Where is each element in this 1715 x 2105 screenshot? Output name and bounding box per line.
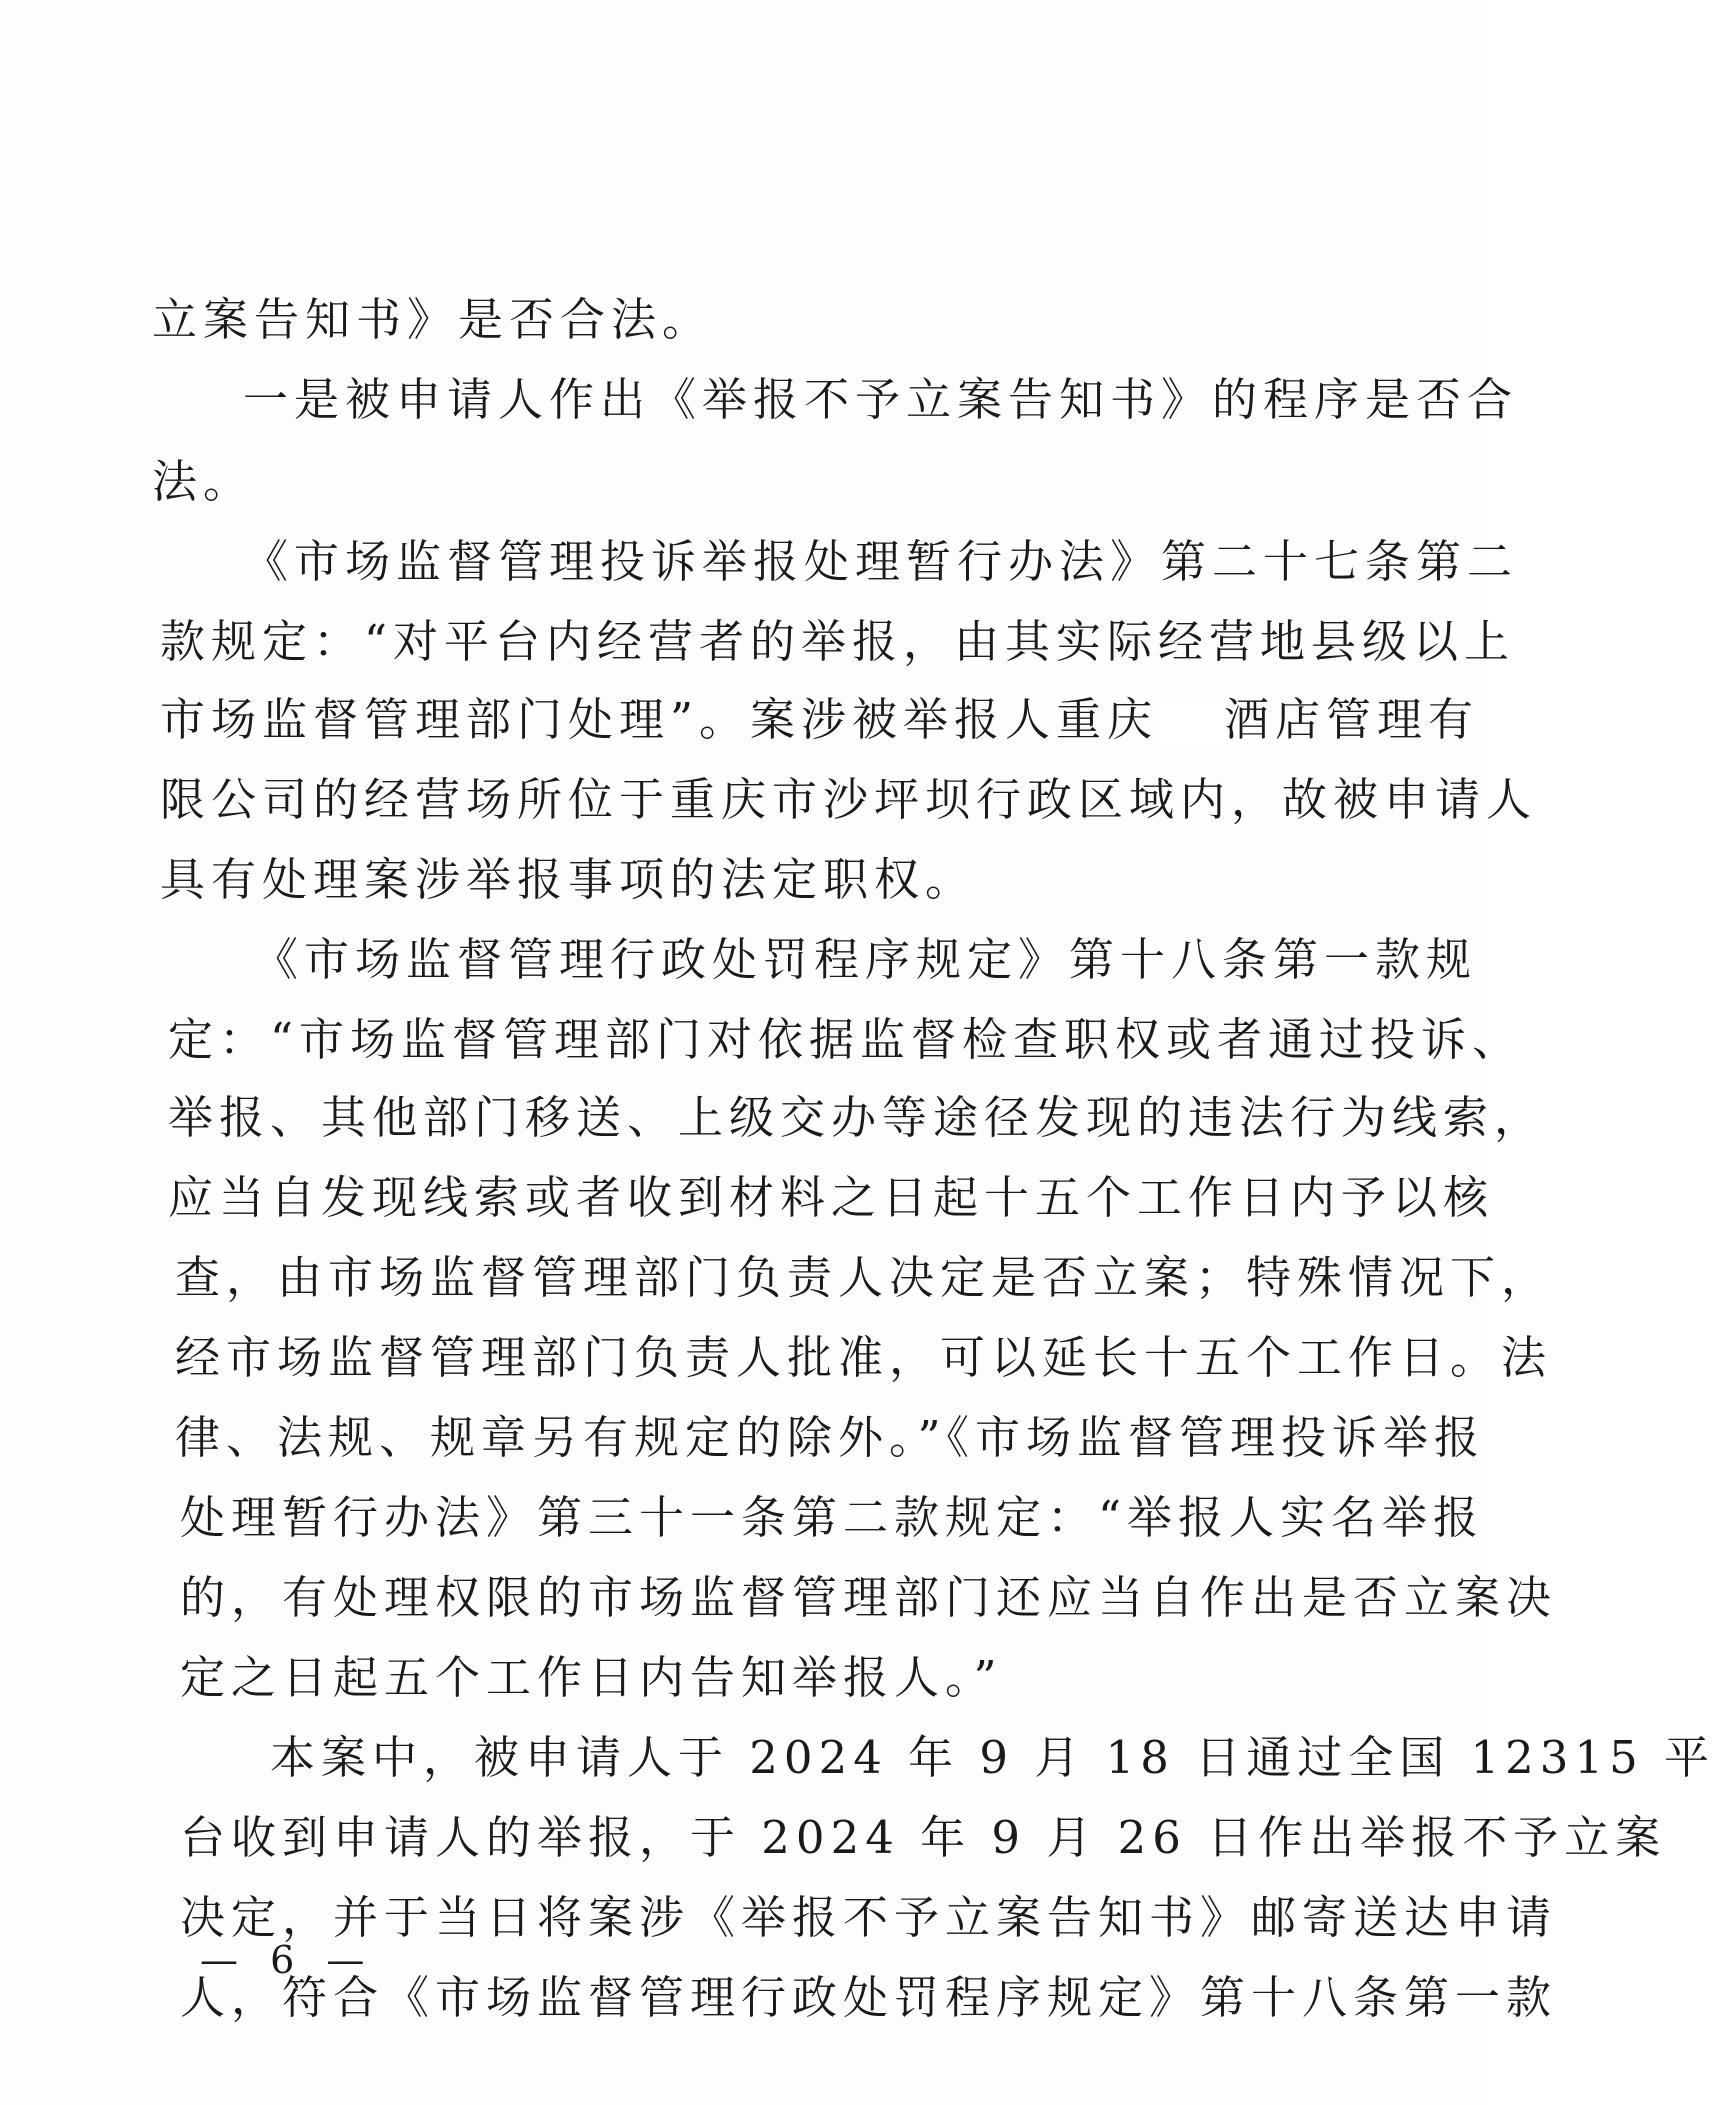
text-line-6a: 市场监督管理部门处理”。案涉被举报人重庆 <box>160 693 1159 746</box>
text-line-3: 法。 <box>152 455 255 508</box>
text-line-15: 律、法规、规章另有规定的除外。”《市场监督管理投诉举报 <box>175 1411 1486 1464</box>
text-line-17: 的，有处理权限的市场监督管理部门还应当自作出是否立案决 <box>180 1571 1558 1624</box>
text-line-4: 《市场监督管理投诉举报处理暂行办法》第二十七条第二 <box>243 535 1519 588</box>
text-line-11: 举报、其他部门移送、上级交办等途径发现的违法行为线索， <box>168 1091 1546 1144</box>
text-line-6 <box>160 690 1479 750</box>
text-line-2: 一是被申请人作出《举报不予立案告知书》的程序是否合 <box>243 373 1519 426</box>
text-line-16: 处理暂行办法》第三十一条第二款规定：“举报人实名举报 <box>180 1491 1485 1544</box>
text-line-22: 人，符合《市场监督管理行政处罚程序规定》第十八条第一款 <box>180 1971 1558 2024</box>
text-line-12: 应当自发现线索或者收到材料之日起十五个工作日内予以核 <box>168 1171 1495 1224</box>
text-line-5: 款规定：“对平台内经营者的举报，由其实际经营地县级以上 <box>160 615 1516 668</box>
text-line-20: 台收到申请人的举报，于 2024 年 9 月 26 日作出举报不予立案 <box>180 1811 1667 1864</box>
text-line-9: 《市场监督管理行政处罚程序规定》第十八条第一款规 <box>253 933 1478 986</box>
text-line-6b: 酒店管理有 <box>1224 693 1480 746</box>
text-line-10: 定：“市场监督管理部门对依据监督检查职权或者通过投诉、 <box>168 1013 1524 1066</box>
page-number: — 6 — <box>200 1938 375 1982</box>
text-line-13: 查，由市场监督管理部门负责人决定是否立案；特殊情况下， <box>175 1251 1553 1304</box>
text-line-14: 经市场监督管理部门负责人批准，可以延长十五个工作日。法 <box>175 1331 1553 1384</box>
redaction-block <box>1158 704 1224 744</box>
text-line-8: 具有处理案涉举报事项的法定职权。 <box>160 853 977 906</box>
text-line-18: 定之日起五个工作日内告知举报人。” <box>180 1651 1003 1704</box>
text-line-21: 决定，并于当日将案涉《举报不予立案告知书》邮寄送达申请 <box>180 1891 1558 1944</box>
text-line-1: 立案告知书》是否合法。 <box>152 293 714 346</box>
text-line-19: 本案中，被申请人于 2024 年 9 月 18 日通过全国 12315 平 <box>270 1731 1715 1784</box>
text-line-7: 限公司的经营场所位于重庆市沙坪坝行政区域内，故被申请人 <box>160 773 1538 826</box>
